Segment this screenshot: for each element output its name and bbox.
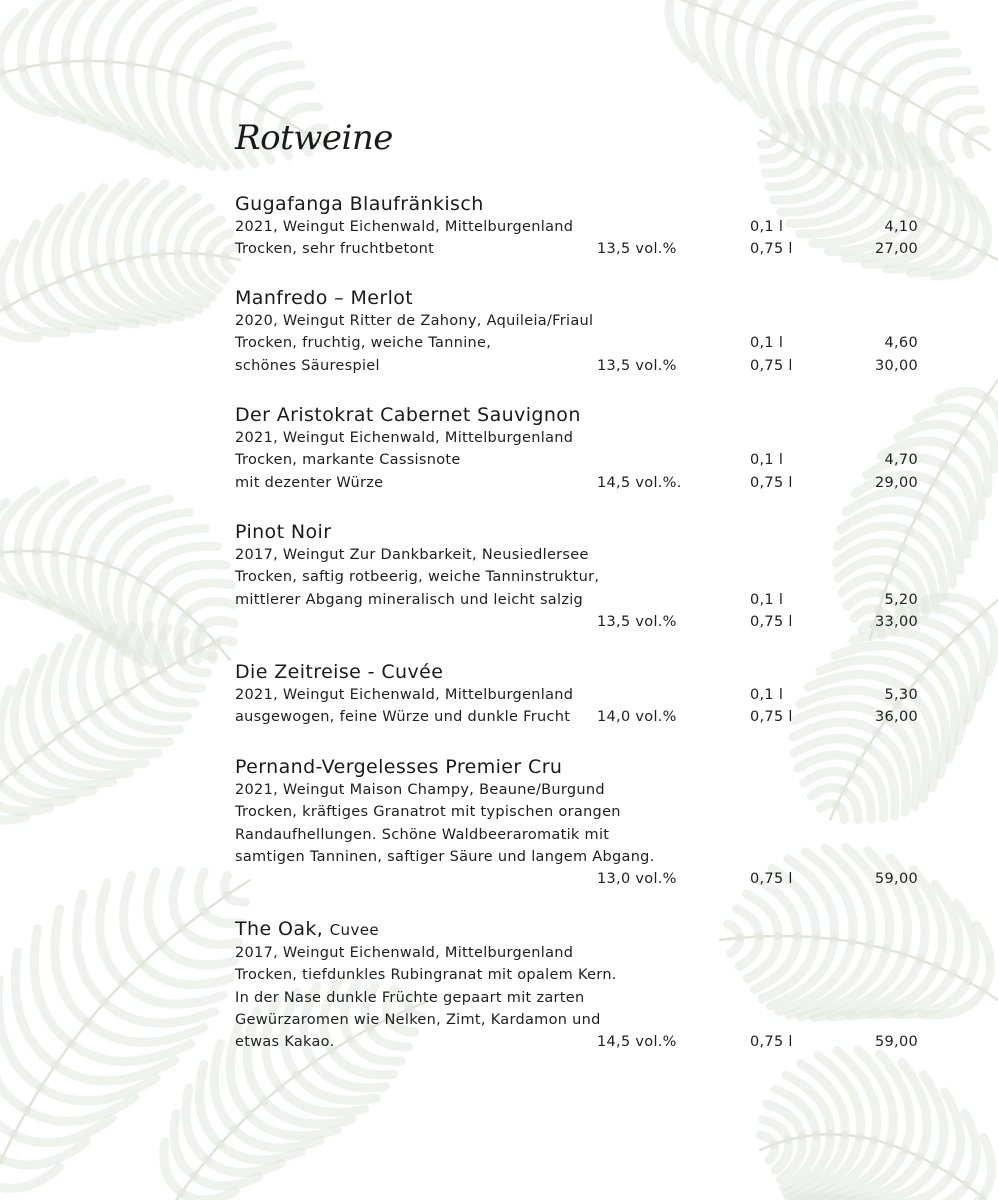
wine-line [235, 779, 935, 801]
wine-name [235, 192, 935, 216]
price: 4,70 [884, 452, 918, 469]
wine-description: Trocken, fruchtig, weiche Tannine, [235, 335, 492, 352]
wine-line [235, 449, 935, 471]
wine-description: Trocken, sehr fruchtbetont [235, 241, 435, 258]
wine-line [235, 566, 935, 588]
price: 5,20 [884, 591, 918, 608]
palm-frond [0, 871, 250, 1200]
wine-line [235, 801, 935, 823]
wine-entry [235, 192, 935, 261]
price: 59,00 [874, 871, 918, 888]
wine-description: 2017, Weingut Eichenwald, Mittelburgenland [235, 945, 574, 961]
wine-name [235, 403, 935, 427]
wine-description: etwas Kakao. [235, 1034, 335, 1051]
wine-description: mit dezenter Würze [235, 474, 384, 491]
wine-description: In der Nase dunkle Früchte gepaart mit zarten [235, 989, 585, 1006]
wine-line [235, 824, 935, 846]
wine-description: Trocken, saftig rotbeerig, weiche Tanninstruktur, [235, 569, 600, 586]
wine-line [235, 589, 935, 611]
wine-name-suffix: Cuvee [329, 921, 379, 939]
wine-description: Randaufhellungen. Schöne Waldbeeraromatik mit [235, 826, 610, 843]
price: 29,00 [874, 474, 918, 491]
wine-entry [235, 660, 935, 729]
wine-description: 2021, Weingut Eichenwald, Mittelburgenland [235, 219, 574, 235]
wine-line [235, 706, 935, 728]
price: 30,00 [874, 357, 918, 374]
wine-description: Trocken, markante Cassisnote [235, 452, 461, 469]
alcohol-content: 14,5 vol.% [597, 1034, 677, 1051]
wine-line [235, 332, 935, 354]
wine-entry [235, 917, 935, 1053]
wine-entry [235, 403, 935, 494]
wine-line [235, 216, 935, 238]
wine-line [235, 987, 935, 1009]
price: 59,00 [874, 1034, 918, 1051]
serving-size: 0,1 l [750, 219, 784, 235]
wine-line [235, 238, 935, 260]
wine-name [235, 917, 935, 942]
price: 5,30 [884, 687, 918, 703]
wine-name-text: Die Zeitreise - Cuvée [235, 661, 444, 683]
price: 4,10 [884, 219, 918, 235]
wine-description: 2020, Weingut Ritter de Zahony, Aquileia/Friaul [235, 313, 594, 329]
wine-name-text: Manfredo – Merlot [235, 287, 414, 309]
wine-line [235, 611, 935, 633]
wine-entry [235, 286, 935, 377]
palm-frond [760, 1050, 998, 1200]
wine-line [235, 355, 935, 377]
serving-size: 0,1 l [750, 452, 784, 469]
price: 36,00 [874, 709, 918, 726]
wine-name [235, 286, 935, 310]
wine-name-text: The Oak, [235, 918, 324, 940]
wine-name [235, 660, 935, 684]
price: 4,60 [884, 335, 918, 352]
wine-description: schönes Säurespiel [235, 357, 380, 374]
serving-size: 0,1 l [750, 591, 784, 608]
wine-name-text: Der Aristokrat Cabernet Sauvignon [235, 404, 581, 426]
wine-description: Trocken, tiefdunkles Rubingranat mit opalem Kern. [235, 967, 617, 984]
serving-size: 0,75 l [750, 241, 793, 258]
serving-size: 0,75 l [750, 613, 793, 630]
serving-size: 0,75 l [750, 357, 793, 374]
wine-line [235, 846, 935, 868]
wine-description: 2021, Weingut Maison Champy, Beaune/Burgund [235, 782, 605, 798]
serving-size: 0,1 l [750, 687, 784, 703]
wine-line [235, 868, 935, 890]
wine-line [235, 310, 935, 332]
palm-frond [0, 182, 240, 338]
wine-description: 2021, Weingut Eichenwald, Mittelburgenland [235, 687, 574, 703]
alcohol-content: 13,0 vol.% [597, 871, 677, 888]
wine-name-text: Pernand-Vergelesses Premier Cru [235, 756, 563, 778]
wine-line [235, 1031, 935, 1053]
wine-line [235, 684, 935, 706]
serving-size: 0,75 l [750, 709, 793, 726]
wine-line [235, 472, 935, 494]
price: 33,00 [874, 613, 918, 630]
wine-line [235, 964, 935, 986]
alcohol-content: 13,5 vol.% [597, 241, 677, 258]
wine-description: ausgewogen, feine Würze und dunkle Frucht [235, 709, 571, 726]
wine-line [235, 544, 935, 566]
wine-description: 2021, Weingut Eichenwald, Mittelburgenland [235, 430, 574, 446]
alcohol-content: 13,5 vol.% [597, 357, 677, 374]
palm-frond [0, 626, 220, 821]
page-title: Rotweine [235, 118, 393, 158]
alcohol-content: 13,5 vol.% [597, 613, 677, 630]
wine-description: mittlerer Abgang mineralisch und leicht salzig [235, 591, 584, 608]
wine-description: 2017, Weingut Zur Dankbarkeit, Neusiedlersee [235, 547, 589, 563]
alcohol-content: 14,0 vol.% [597, 709, 677, 726]
price: 27,00 [874, 241, 918, 258]
wine-entry [235, 520, 935, 633]
wine-line [235, 1009, 935, 1031]
wine-description: Gewürzaromen wie Nelken, Zimt, Kardamon und [235, 1011, 601, 1028]
serving-size: 0,75 l [750, 871, 793, 888]
wine-name [235, 755, 935, 779]
wine-line [235, 942, 935, 964]
wine-name-text: Gugafanga Blaufränkisch [235, 193, 484, 215]
wine-description: Trocken, kräftiges Granatrot mit typischen orangen [235, 804, 621, 821]
wine-entry [235, 755, 935, 890]
alcohol-content: 14,5 vol.%. [597, 474, 682, 491]
serving-size: 0,75 l [750, 474, 793, 491]
palm-frond [650, 0, 990, 168]
serving-size: 0,75 l [750, 1034, 793, 1051]
wine-description: samtigen Tanninen, saftiger Säure und langem Abgang. [235, 848, 655, 865]
serving-size: 0,1 l [750, 335, 784, 352]
wine-name-text: Pinot Noir [235, 521, 332, 543]
wine-line [235, 427, 935, 449]
wine-name [235, 520, 935, 544]
